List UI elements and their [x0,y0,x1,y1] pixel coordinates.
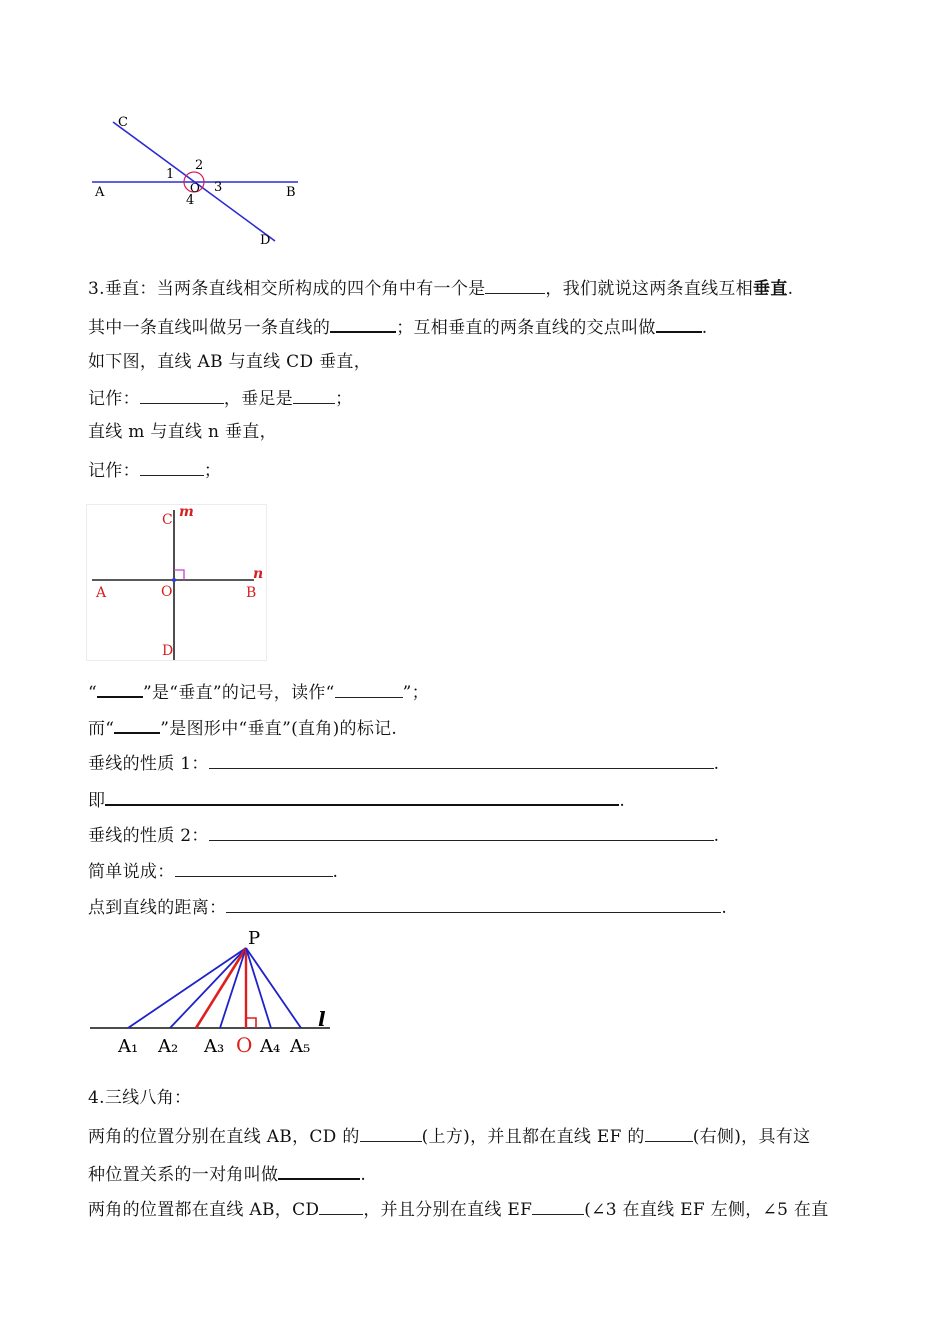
blank-reading[interactable] [335,679,403,698]
section3-line3: 如下图，直线 AB 与直线 CD 垂直， [88,352,372,372]
blank-symbol[interactable] [97,678,143,698]
label-o: O [161,584,173,600]
property1-restated-line: 即 . [88,786,625,813]
distance-line: 点到直线的距离： . [88,894,727,920]
segment-pa2 [170,948,246,1028]
blank-sides-ef[interactable] [532,1196,584,1215]
angle-label-1: 1 [166,167,175,182]
label-n: n [253,566,264,582]
section4-title: 4.三线八角： [88,1088,192,1108]
blank-simple-statement[interactable] [175,858,333,877]
section4-line2: 种位置关系的一对角叫做 . [88,1160,366,1187]
segment-pa1 [128,948,246,1028]
label-a3: A₃ [204,1036,225,1057]
label-o: O [190,181,200,195]
section3-line2: 其中一条直线叫做另一条直线的 ；互相垂直的两条直线的交点叫做 . [88,313,707,340]
blank-foot-term[interactable] [656,313,702,333]
label-a1: A₁ [118,1036,139,1057]
blank-same-side-ab-cd[interactable] [360,1123,422,1142]
notes-line1: “ ”是“垂直”的记号，读作“ ”； [88,678,429,705]
intersecting-lines-figure [86,110,306,255]
simple-statement-line: 简单说成： . [88,858,338,884]
blank-perpendicular-term[interactable] [330,313,396,333]
label-a: A [96,585,107,601]
notes-line2: 而“ ”是图形中“垂直”(直角)的标记. [88,714,397,741]
blank-angle-type[interactable] [485,275,545,294]
segment-pa4 [246,948,271,1028]
figure-frame [87,505,267,661]
label-l: l [318,1007,326,1031]
angle-label-2: 2 [195,158,204,173]
section3-line5: 直线 m 与直线 n 垂直， [88,422,277,442]
label-b: B [286,185,296,200]
section4-line3: 两角的位置都在直线 AB，CD ，并且分别在直线 EF (∠3 在直线 EF 左侧，∠5 在直 [88,1196,829,1222]
label-m: m [179,504,194,520]
label-a: A [95,185,105,200]
right-angle-mark [246,1018,256,1028]
blank-foot-point[interactable] [293,385,335,404]
segment-pa5 [246,948,301,1028]
label-c: C [162,512,173,528]
blank-distance[interactable] [226,894,721,913]
label-a5: A₅ [290,1036,311,1057]
blank-property1[interactable] [209,750,714,769]
section3-line1: 3.垂直：当两条直线相交所构成的四个角中有一个是 ，我们就说这两条直线互相垂直. [88,275,793,301]
blank-mark[interactable] [114,714,160,734]
angle-label-3: 3 [214,180,223,195]
perpendicular-lines-figure [86,504,268,662]
segment-pa3 [196,948,246,1028]
blank-notation-m-n[interactable] [140,457,204,476]
blank-same-side-ef[interactable] [645,1123,693,1142]
property1-line: 垂线的性质 1： . [88,750,719,776]
section3-line4: 记作： ，垂足是 ； [88,385,352,411]
label-d: D [260,233,271,248]
foot-point [172,578,176,582]
blank-property1-restated[interactable] [105,786,619,806]
point-to-line-figure [86,922,346,1062]
segment-pa3-inner [220,948,246,1028]
label-c: C [118,115,128,130]
label-b: B [246,585,257,601]
blank-property2[interactable] [209,822,714,841]
angle-label-4: 4 [186,193,195,208]
label-o: O [236,1033,253,1057]
label-a4: A₄ [260,1036,281,1057]
label-p: P [248,928,261,949]
blank-notation-ab-cd[interactable] [140,385,224,404]
label-d: D [162,643,174,659]
blank-between-ab-cd[interactable] [319,1196,363,1215]
property2-line: 垂线的性质 2： . [88,822,719,848]
section4-line1: 两角的位置分别在直线 AB，CD 的 (上方)，并且都在直线 EF 的 (右侧)，具有这 [88,1123,810,1149]
label-a2: A₂ [158,1036,179,1057]
section3-line6: 记作： ； [88,457,221,483]
blank-angle-pair-name[interactable] [278,1160,360,1180]
